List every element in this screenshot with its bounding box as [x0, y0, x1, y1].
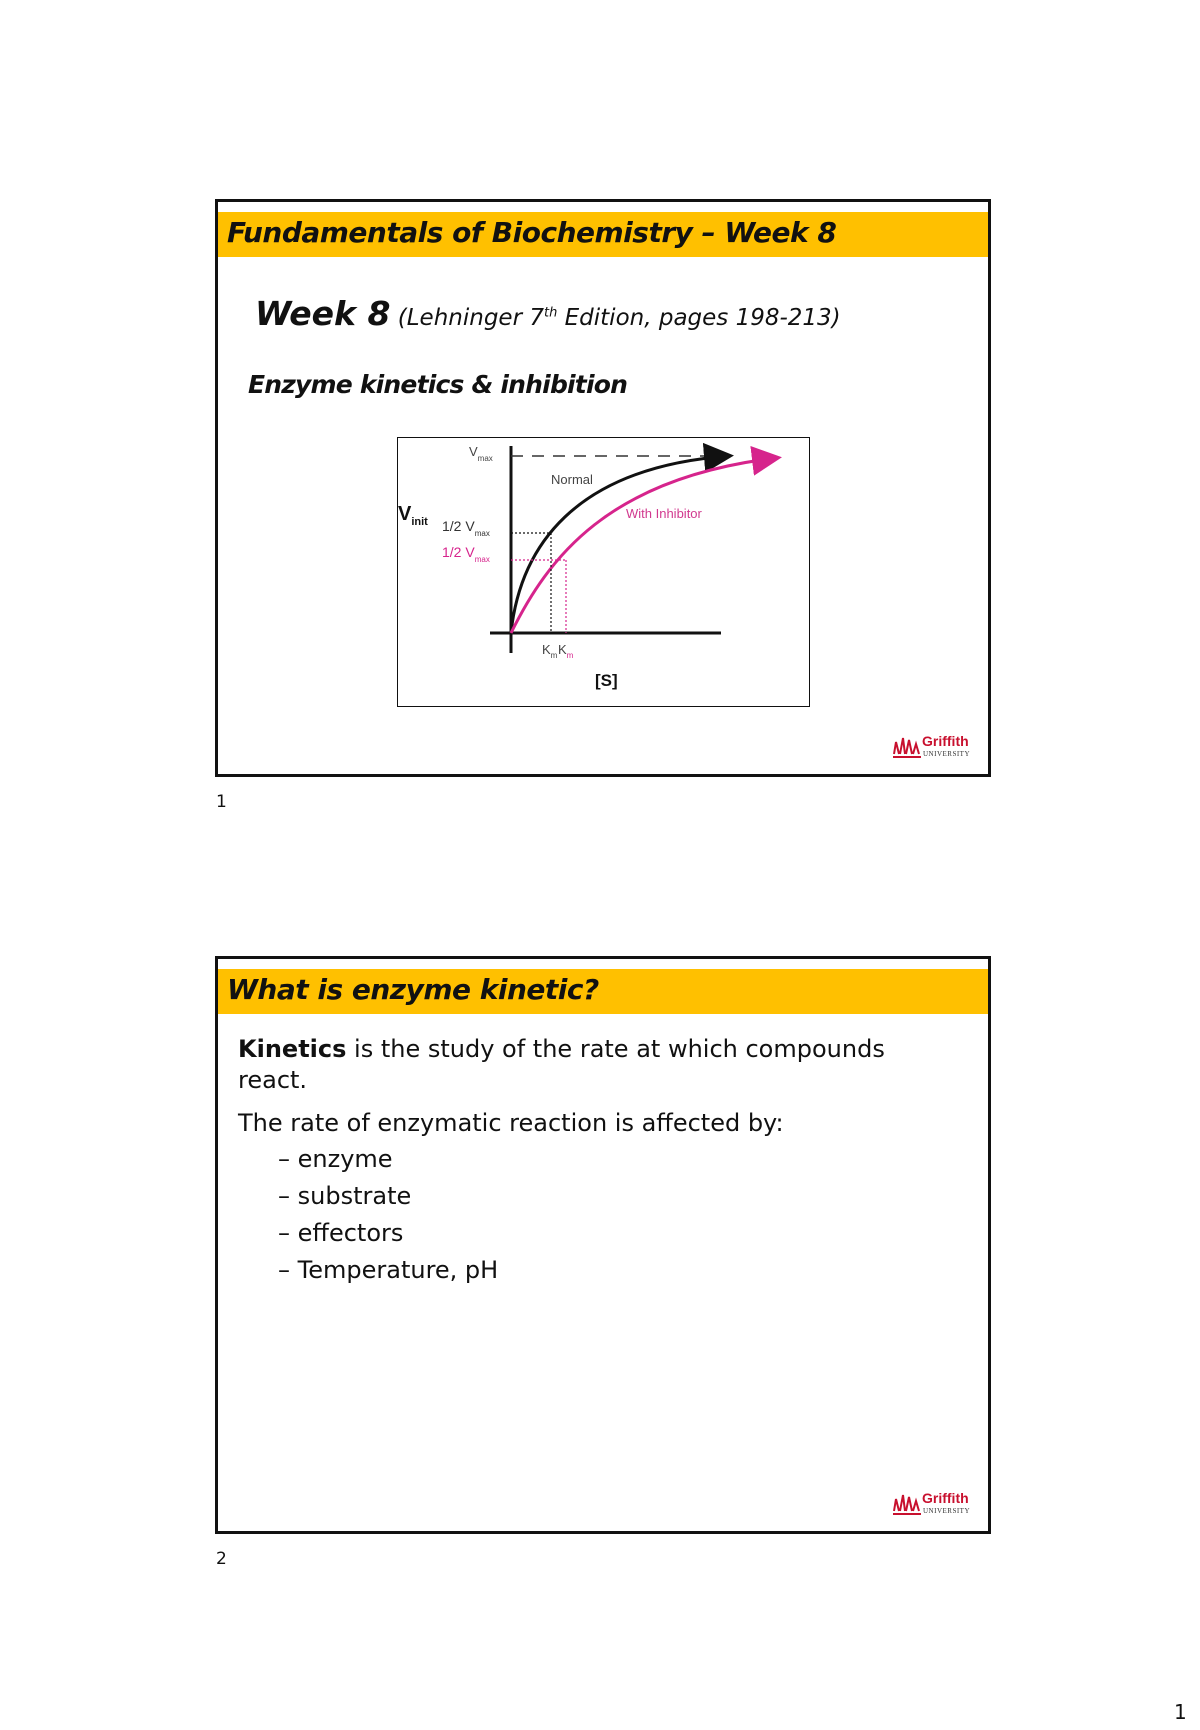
x-axis-label: [S] [595, 671, 618, 690]
slide-2 [215, 956, 991, 1534]
kinetics-definition-text: is the study of the rate at which compounds react. [238, 1035, 885, 1094]
curve-inhibitor-label: With Inhibitor [626, 506, 702, 521]
vmax-label: $V_{max}$ [469, 444, 493, 463]
factors-intro: The rate of enzymatic reaction is affected by: [238, 1109, 784, 1137]
list-item: – substrate [278, 1182, 412, 1210]
curve-normal-label: Normal [551, 472, 593, 487]
curve-normal [511, 456, 728, 633]
slide-number: 1 [216, 792, 227, 812]
svg-text:UNIVERSITY: UNIVERSITY [923, 1507, 970, 1515]
svg-text:Griffith: Griffith [922, 733, 969, 749]
griffith-logo [891, 732, 985, 760]
reference-superscript: th [543, 305, 558, 321]
list-item: – Temperature, pH [278, 1256, 499, 1284]
half-vmax-normal-label: 1/2 $V_{max}$ [442, 518, 490, 538]
slide-number: 2 [216, 1549, 227, 1569]
y-axis-label: $V_{init}$ [398, 503, 428, 528]
slide-title-bar [218, 969, 988, 1014]
week-label: Week 8 [255, 294, 391, 333]
page-number: 1 [1174, 1700, 1187, 1724]
griffith-crest-icon [893, 738, 921, 757]
slide-subtitle: Enzyme kinetics & inhibition [248, 370, 628, 399]
list-item: – enzyme [278, 1145, 393, 1173]
slide-body [238, 1034, 958, 1289]
km-inhibitor-label: $K_m$ [558, 642, 574, 660]
slide-title: Fundamentals of Biochemistry – Week 8 [227, 216, 837, 249]
km-normal-label: $K_m$ [542, 642, 558, 660]
griffith-logo [891, 1489, 985, 1517]
slide-title-bar [218, 212, 988, 257]
week-reference-line [255, 294, 841, 333]
factors-list [238, 1141, 958, 1289]
list-item: – effectors [278, 1219, 404, 1247]
griffith-crest-icon [893, 1495, 921, 1514]
svg-text:Griffith: Griffith [922, 1490, 969, 1506]
slide-title: What is enzyme kinetic? [227, 973, 599, 1006]
kinetics-definition [238, 1034, 958, 1096]
reference-suffix: Edition, pages 198-213) [557, 305, 841, 331]
reference-prefix: (Lehninger 7 [397, 305, 544, 331]
svg-text:UNIVERSITY: UNIVERSITY [923, 750, 970, 758]
kinetics-graph [398, 438, 808, 705]
kinetics-term: Kinetics [238, 1035, 347, 1063]
kinetics-figure [397, 437, 810, 707]
half-vmax-inhibitor-label: 1/2 $V_{max}$ [442, 544, 490, 564]
slide-1 [215, 199, 991, 777]
